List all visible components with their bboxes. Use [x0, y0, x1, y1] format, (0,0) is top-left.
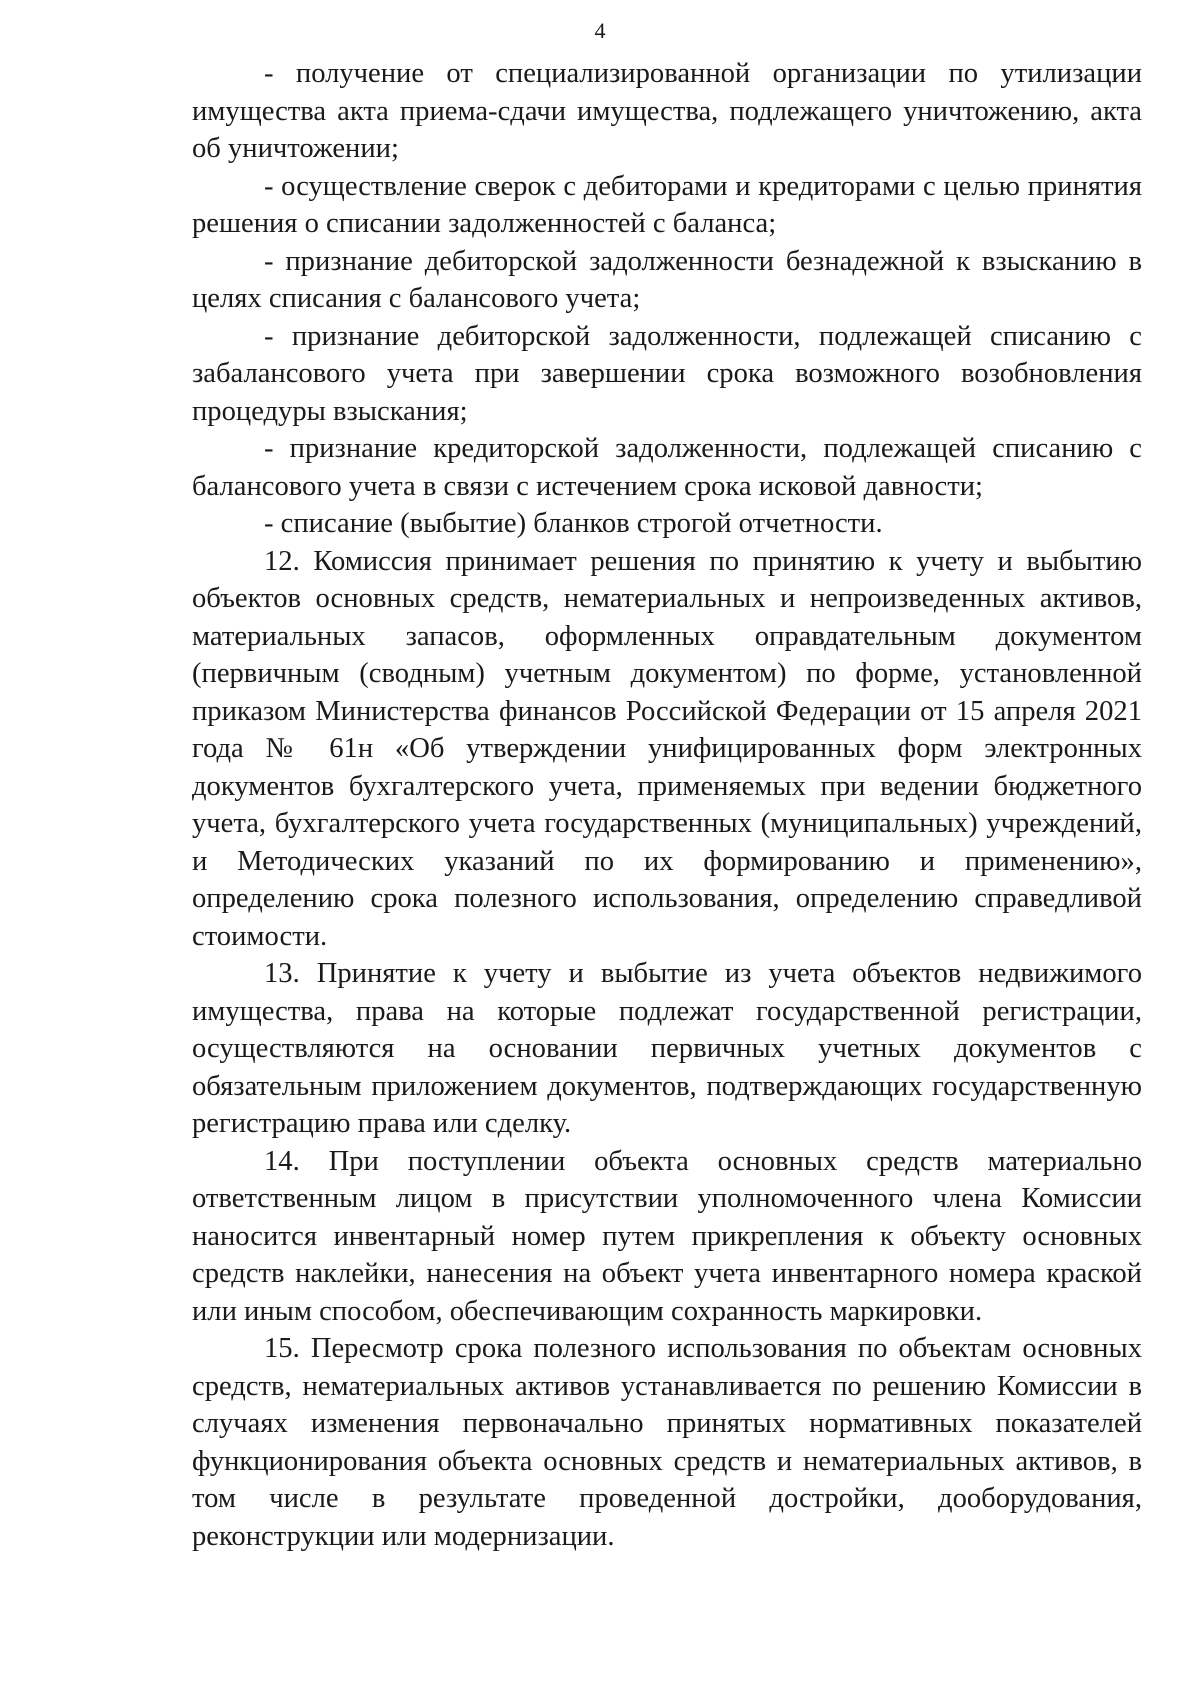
paragraph-item-13: 13. Принятие к учету и выбытие из учета объектов недвижимого имущества, права на которые подлежат государственной регистрации, осуществляются на основании первичных учетных документов с обязательным приложением документов, подтверждающих государственную регистрацию права или сделку. [192, 958, 1142, 1139]
paragraph-item-15: 15. Пересмотр срока полезного использования по объектам основных средств, нематериальных активов устанавливается по решению Комиссии в случаях изменения первоначально принятых нормативных показателей функционирования объекта основных средств и нематериальных активов, в том числе в результате проведенной достройки, дооборудования, реконструкции или модернизации. [192, 1333, 1142, 1552]
document-body [192, 55, 1142, 1555]
paragraph: - признание дебиторской задолженности, подлежащей списанию с забалансового учета при завершении срока возможного возобновления процедуры взыскания; [192, 320, 1142, 427]
paragraph: - осуществление сверок с дебиторами и кредиторами с целью принятия решения о списании задолженностей с баланса; [192, 170, 1142, 239]
paragraph: - признание дебиторской задолженности безнадежной к взысканию в целях списания с балансового учета; [192, 245, 1142, 314]
paragraph: - списание (выбытие) бланков строгой отчетности. [264, 508, 883, 539]
paragraph: - получение от специализированной организации по утилизации имущества акта приема-сдачи имущества, подлежащего уничтожению, акта об уничтожении; [192, 58, 1142, 164]
paragraph-item-12: 12. Комиссия принимает решения по принятию к учету и выбытию объектов основных средств, нематериальных и непроизведенных активов, материальных запасов, оформленных оправдательным документом (первичным (сводным) учетным документом) по форме, установленной приказом Министерства финансов Российской Федерации от 15 апреля 2021 года № 61н «Об утверждении унифицированных форм электронных документов бухгалтерского учета, применяемых при ведении бюджетного учета, бухгалтерского учета государственных (муниципальных) учреждений, и Методических указаний по их формированию и применению», определению срока полезного использования, определению справедливой стоимости. [192, 545, 1142, 952]
paragraph-item-14: 14. При поступлении объекта основных средств материально ответственным лицом в присутствии уполномоченного члена Комиссии наносится инвентарный номер путем прикрепления к объекту основных средств наклейки, нанесения на объект учета инвентарного номера краской или иным способом, обеспечивающим сохранность маркировки. [192, 1145, 1142, 1327]
page-number: 4 [594, 18, 606, 43]
paragraph: - признание кредиторской задолженности, подлежащей списанию с балансового учета в связи с истечением срока исковой давности; [192, 433, 1142, 502]
